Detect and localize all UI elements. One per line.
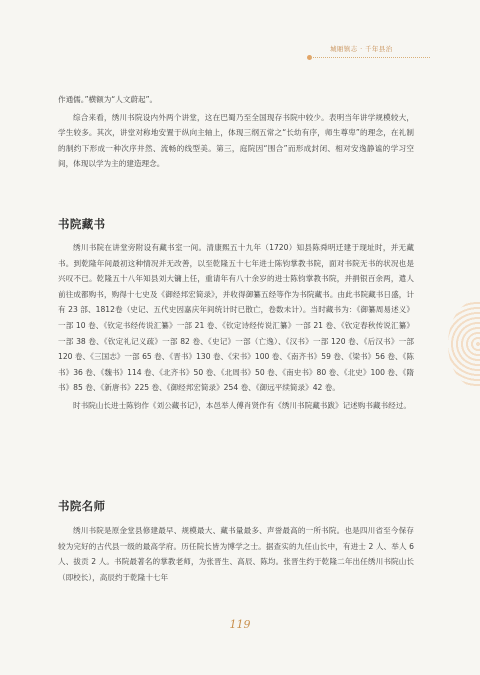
books-block <box>58 240 414 416</box>
books-paragraph-1: 绣川书院在讲堂旁附设有藏书室一间。清康熙五十九年（1720）知县陈舜明迁建于现址时，并无藏书。到乾隆年间最初这种情况并无改善，以至乾隆五十七年进士陈钧掌教书院，面对书院无书的状况也是兴叹不已。乾隆五十八年知县刘大镛上任，重请年有八十余岁的进士陈钧掌教书院，并捐银百余两，遣人前往成都购书，购得十七史及《御经邦宏简录》，并收得御纂五经等作为书院藏书。由此书院藏书日盛，计有 23 部、1812卷（史记、五代史因嘉庆年间统计时已散亡，卷数未计）。当时藏书为：《御纂周易述义》一部 10 卷、《钦定书经传说汇纂》一部 21 卷、《钦定诗经传说汇纂》一部 21 卷、《钦定春秋传说汇纂》一部 38 卷、《钦定礼记义疏》一部 82 卷、《史记》一部（亡逸）、《汉书》一部 120 卷、《后汉书》一部 120 卷、《三国志》一部 65 卷、《晋书》130 卷、《宋书》100 卷、《南齐书》59 卷、《梁书》56 卷、《陈书》36 卷、《魏书》114 卷、《北齐书》50 卷、《北周书》50 卷、《南史书》80 卷、《北史》100 卷、《隋书》85 卷、《新唐书》225 卷、《御经邦宏简录》254 卷、《御远平续简录》42 卷。 <box>58 243 414 393</box>
header-rule <box>310 57 430 59</box>
masters-paragraph-1: 绣川书院是原金堂县修建最早、规模最大、藏书量最多、声誉最高的一所书院。也是四川省至今保存较为完好的古代县一级的最高学府。历任院长皆为博学之士。据查实的九任山长中，有进士 2 人、举人 6 人、拔贡 2 人。书院最著名的掌教老师，为张晋生、高辰、陈均。张晋生约于乾隆二年出任绣川书院山长（即校长），高辰约于乾隆十七年 <box>58 526 414 582</box>
books-paragraph-2: 时书院山长进士陈钧作《刘公藏书记》，本邑举人傅肖贤作有《绣川书院藏书跋》记述购书藏书经过。 <box>73 400 411 410</box>
intro-paragraph-1: 作通儒。”横额为“人文蔚起”。 <box>58 95 158 104</box>
decorative-ring-graphic <box>448 300 480 388</box>
page-number: 119 <box>229 618 251 631</box>
running-header: 城厢镇志 · 千年县治 <box>330 45 393 53</box>
masters-block <box>58 523 414 587</box>
intro-block <box>58 92 414 174</box>
section-heading-books: 书院藏书 <box>58 217 106 231</box>
intro-paragraph-2: 综合来看，绣川书院设内外两个讲堂，这在巴蜀乃至全国现存书院中较少。表明当年讲学规模较大，学生较多。其次，讲堂对称地安置于纵向主轴上，体现三纲五常之“长幼有序，师生尊卑”的理念，在礼制的制约下形成一种次序井然、流畅的线型美。第三，庭院因“围合”而形成封闭、相对安逸静谧的学习空间，体现以学为主的建造理念。 <box>58 112 414 169</box>
section-heading-masters: 书院名师 <box>58 499 106 513</box>
